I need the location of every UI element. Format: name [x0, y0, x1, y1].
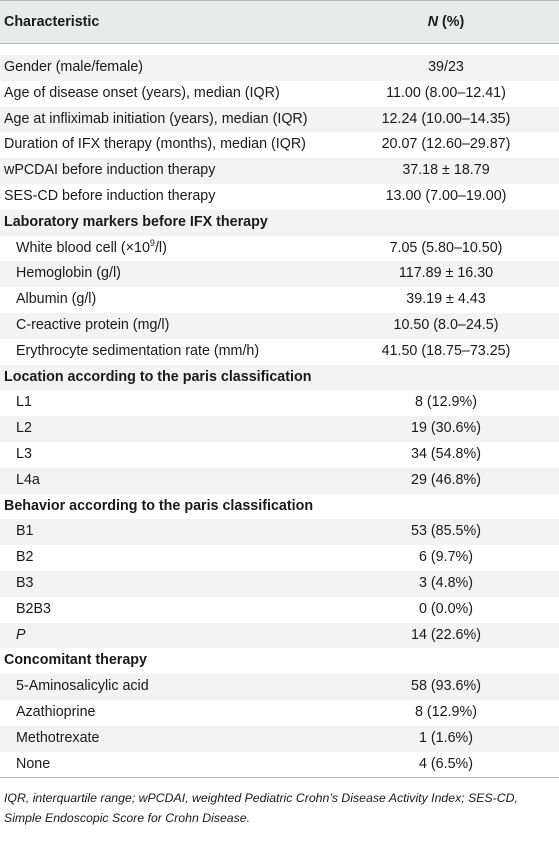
row-value: 19 (30.6%): [411, 420, 481, 437]
row-label: Methotrexate: [16, 729, 100, 746]
row-label: None: [16, 755, 51, 772]
row-label: B1: [16, 523, 34, 540]
section-heading-location: [0, 365, 559, 391]
table-row: [0, 545, 559, 571]
row-label: B2B3: [16, 600, 51, 617]
table-row: [0, 700, 559, 726]
row-value: 7.05 (5.80–10.50): [389, 239, 503, 256]
row-label: Hemoglobin (g/l): [16, 265, 121, 282]
row-value: 58 (93.6%): [411, 678, 481, 695]
table-row: [0, 339, 559, 365]
row-value: 41.50 (18.75–73.25): [381, 342, 511, 359]
row-label: Erythrocyte sedimentation rate (mm/h): [16, 342, 260, 359]
header-n-percent: [350, 1, 542, 43]
row-label: P: [16, 626, 26, 643]
row-value: 4 (6.5%): [418, 755, 474, 772]
row-value: 8 (12.9%): [415, 394, 477, 411]
table-row: [0, 390, 559, 416]
section-title: Laboratory markers before IFX therapy: [4, 213, 268, 230]
row-label-wbc: White blood cell $(\times 10^9/l)$: [16, 237, 167, 256]
row-label: Albumin (g/l): [16, 291, 97, 308]
table-row: [0, 752, 559, 778]
header-characteristic: Characteristic: [4, 14, 100, 30]
table-row: [0, 184, 559, 210]
table-row: [0, 519, 559, 545]
row-label: B3: [16, 574, 34, 591]
row-label: L1: [16, 394, 32, 411]
row-value: 1 (1.6%): [418, 729, 474, 746]
row-value: 29 (46.8%): [411, 471, 481, 488]
table-row: [0, 55, 559, 81]
table-row: [0, 81, 559, 107]
section-title: Location according to the paris classification: [4, 368, 312, 385]
table-row: [0, 158, 559, 184]
section-title: Behavior according to the paris classification: [4, 497, 314, 514]
row-value: 12.24 (10.00–14.35): [381, 110, 511, 127]
header-percent: (%): [438, 14, 465, 30]
row-value: 34 (54.8%): [411, 445, 481, 462]
table-row: [0, 623, 559, 649]
row-label: wPCDAI before induction therapy: [4, 162, 216, 179]
row-value: 117.89 ± 16.30: [398, 265, 494, 282]
row-value: 3 (4.8%): [418, 574, 474, 591]
row-value: 6 (9.7%): [418, 549, 474, 566]
row-value: 13.00 (7.00–19.00): [385, 187, 507, 204]
row-label: 5-Aminosalicylic acid: [16, 678, 149, 695]
table-row: [0, 571, 559, 597]
table-row: [0, 313, 559, 339]
row-value: 10.50 (8.0–24.5): [393, 316, 499, 333]
section-heading-behavior: [0, 494, 559, 520]
table-row: [0, 287, 559, 313]
row-value: 8 (12.9%): [415, 703, 477, 720]
row-label: Age of disease onset (years), median (IQR): [4, 84, 280, 101]
table-row: [0, 132, 559, 158]
row-value: 14 (22.6%): [411, 626, 481, 643]
row-value: 39.19 ± 4.43: [406, 291, 486, 308]
table-row: [0, 416, 559, 442]
table-footnote: IQR, interquartile range; wPCDAI, weighted Pediatric Crohn’s Disease Activity Index; SES-CD, Simple Endoscopic Score for Crohn Disease.: [4, 791, 518, 826]
row-value: 11.00 (8.00–12.41): [386, 84, 506, 101]
row-value: 20.07 (12.60–29.87): [381, 136, 511, 153]
table-row: [0, 107, 559, 133]
table-row: [0, 726, 559, 752]
spacer: [0, 44, 559, 55]
row-label: SES-CD before induction therapy: [4, 187, 216, 204]
row-label: Age at infliximab initiation (years), median (IQR): [4, 110, 308, 127]
table-header: [0, 0, 559, 44]
row-label: Gender (male/female): [4, 59, 144, 75]
row-value: 37.18 ± 18.79: [402, 162, 490, 179]
table-row: [0, 261, 559, 287]
row-label: L2: [16, 420, 32, 437]
table-row: [0, 468, 559, 494]
section-heading-laboratory: [0, 210, 559, 236]
table-row: [0, 236, 559, 262]
header-n: N: [427, 14, 439, 30]
table-row: [0, 674, 559, 700]
row-label: B2: [16, 549, 34, 566]
row-label: C-reactive protein (mg/l): [16, 316, 170, 333]
row-label: L4a: [16, 471, 40, 488]
row-label: Azathioprine: [16, 703, 96, 720]
row-value: 39/23: [428, 59, 464, 75]
table-row: [0, 597, 559, 623]
row-label: L3: [16, 445, 32, 462]
row-value: 0 (0.0%): [418, 600, 474, 617]
table-row: [0, 442, 559, 468]
row-label: Duration of IFX therapy (months), median (IQR): [4, 136, 306, 153]
row-value: 53 (85.5%): [411, 523, 481, 540]
section-title: Concomitant therapy: [4, 652, 147, 669]
section-heading-concomitant: [0, 648, 559, 674]
